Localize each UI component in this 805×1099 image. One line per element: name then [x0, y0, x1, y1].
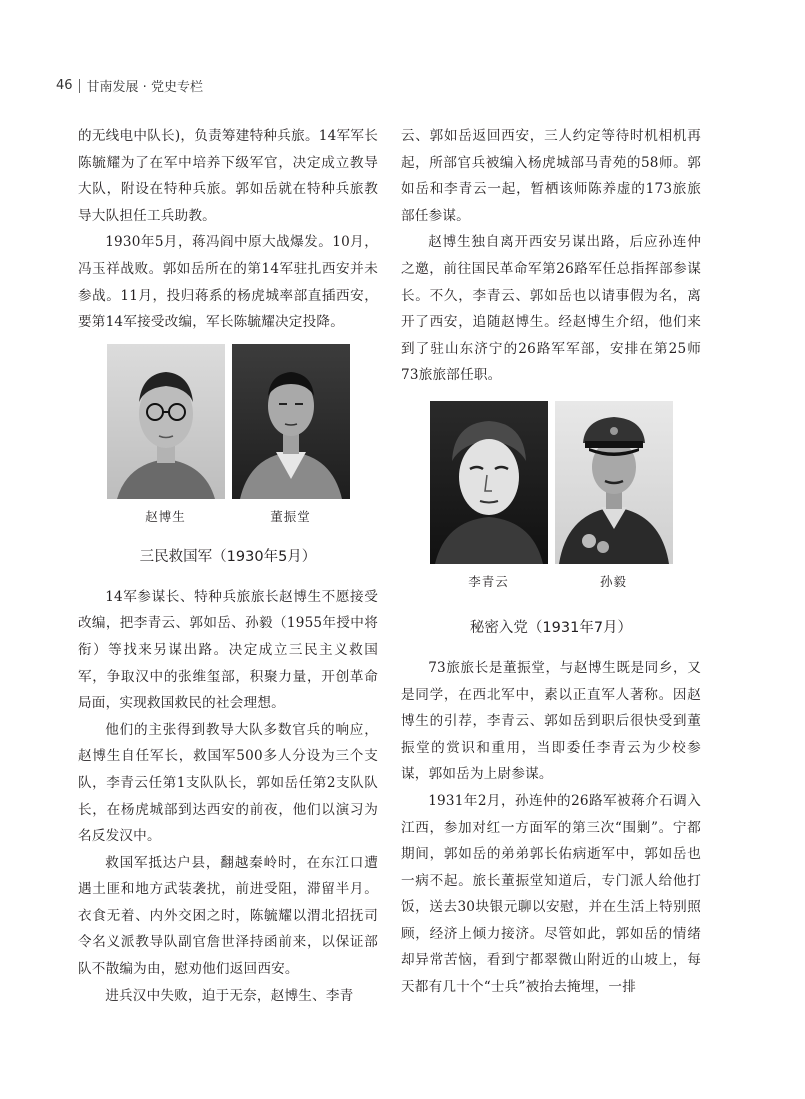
photo-caption: 董振堂 — [270, 508, 311, 524]
photo-caption: 李青云 — [468, 573, 509, 589]
paragraph: 救国军抵达户县，翻越秦岭时，在东江口遭遇土匪和地方武装袭扰，前进受阻，滞留半月。衣食无着、内外交困之时，陈毓耀以渭北招抚司令名义派教导队副官詹世泽持函前来，以保证部队不散编为由，慰劝他们返回西安。 — [78, 854, 378, 978]
left-column — [78, 123, 378, 1009]
photo-caption: 赵博生 — [145, 508, 186, 524]
paragraph: 赵博生独自离开西安另谋出路，后应孙连仲之邀，前往国民革命军第26路军任总指挥部参谋长。不久，李青云、郭如岳也以请事假为名，离开了西安，追随赵博生。经赵博生介绍，他们来到了驻山东济宁的26路军军部，安排在第25师73旅旅部任职。 — [401, 234, 701, 384]
paragraph: 进兵汉中失败，迫于无奈，赵博生、李青 — [105, 987, 354, 1004]
paragraph: 1930年5月，蒋冯阎中原大战爆发。10月，冯玉祥战败。郭如岳所在的第14军驻扎西安并未参战。11月，投归蒋系的杨虎城率部直插西安，要第14军接受改编，军长陈毓耀决定投降。 — [78, 234, 378, 331]
portrait-zhao-bosheng — [107, 344, 225, 525]
paragraph: 73旅旅长是董振堂，与赵博生既是同乡，又是同学，在西北军中，素以正直军人著称。因赵博生的引荐，李青云、郭如岳到职后很快受到董振堂的赏识和重用，当即委任李青云为少校参谋，郭如岳为上尉参谋。 — [401, 659, 701, 783]
running-title: 甘南发展 · 党史专栏 — [86, 80, 203, 95]
photo-caption: 孙毅 — [599, 573, 627, 589]
page-header — [56, 76, 203, 95]
portrait-sun-yi — [555, 401, 673, 590]
portrait-image — [430, 401, 548, 564]
page-number: 46 — [56, 78, 73, 93]
photo-row — [401, 401, 701, 590]
right-column — [401, 123, 701, 1001]
header-divider — [79, 79, 80, 93]
paragraph: 14军参谋长、特种兵旅旅长赵博生不愿接受改编，把李青云、郭如岳、孙毅（1955年授中将衔）等找来另谋出路。决定成立三民主义救国军，争取汉中的张维玺部，积聚力量，开创革命局面，实现救国救民的社会理想。 — [78, 588, 378, 712]
photo-row — [78, 344, 378, 525]
portrait-image — [555, 401, 673, 564]
portrait-image — [107, 344, 225, 499]
paragraph: 的无线电中队长)，负责筹建特种兵旅。14军军长陈毓耀为了在军中培养下级军官，决定成立教导大队，附设在特种兵旅。郭如岳就在特种兵旅教导大队担任工兵助教。 — [78, 128, 378, 224]
section-title: 秘密入党（1931年7月） — [469, 619, 633, 636]
paragraph: 云、郭如岳返回西安，三人约定等待时机相机再起，所部官兵被编入杨虎城部马青苑的58师。郭如岳和李青云一起，暂栖该师陈养虚的173旅旅部任参谋。 — [401, 128, 701, 224]
section-title: 三民救国军（1930年5月） — [139, 548, 317, 565]
portrait-dong-zhentang — [232, 344, 350, 525]
portrait-image — [232, 344, 350, 499]
portrait-li-qingyun — [430, 401, 548, 590]
paragraph: 1931年2月，孙连仲的26路军被蒋介石调入江西，参加对红一方面军的第三次“围剿”。宁都期间，郭如岳的弟弟郭长佑病逝军中，郭如岳也一病不起。旅长董振堂知道后，专门派人给他打饭，送去30块银元聊以安慰，并在生活上特别照顾，经济上倾力接济。尽管如此，郭如岳的情绪却异常苦恼，看到宁都翠微山附近的山坡上，每天都有几十个“士兵”被抬去掩埋，一排 — [401, 792, 701, 996]
paragraph: 他们的主张得到教导大队多数官兵的响应，赵博生自任军长，救国军500多人分设为三个支队，李青云任第1支队队长，郭如岳任第2支队队长，在杨虎城部到达西安的前夜，他们以演习为名反发汉中。 — [78, 721, 378, 845]
